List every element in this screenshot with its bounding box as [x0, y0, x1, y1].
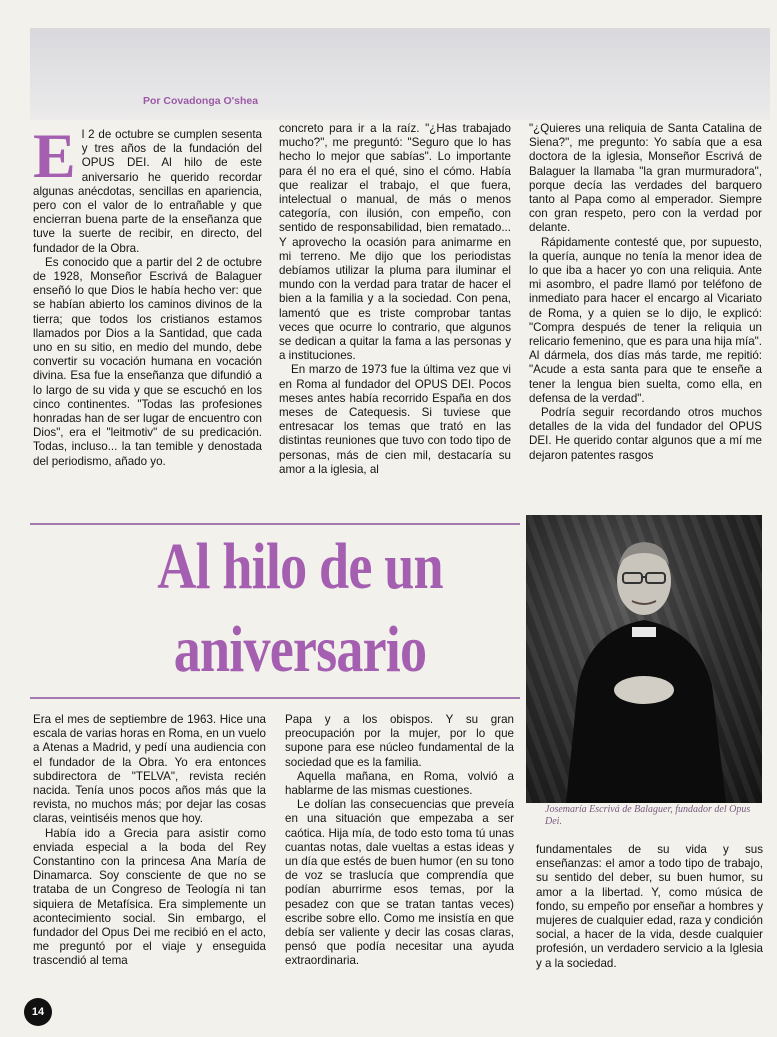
photo-caption: Josemaría Escrivá de Balaguer, fundador del Opus Dei.: [545, 804, 751, 827]
column-1-top: [33, 120, 262, 469]
paragraph: Había ido a Grecia para asistir como enviada especial a la boda del Rey Constantino con la princesa Ana María de Dinamarca. Soy consciente de que no se trataba de un Congreso de Teología ni tan siquiera de Metafísica. Era simplemente un acontecimiento social. Sin embargo, el fundador del Opus Dei me recibió en el acto, me preguntó por el viaje y enseguida trascendió al tema: [33, 826, 266, 968]
paragraph: Le dolían las consecuencias que preveía en una situación que empezaba a ser caótica. Hija mía, de todo esto toma tú unas cuantas notas, dale vueltas a estas ideas y un día que estés de buen humor (en su tono de voz se traslucía que comprendía que podían aburrirme esos temas, por la pesadez con que se tratan tantas veces) escribe sobre ello. Como me insistía en que debía ser valiente y decir las cosas claras, pensó que podía necesitar una ayuda extraordinaria.: [285, 798, 514, 968]
column-1-bottom: [33, 713, 266, 969]
column-2-top: [279, 122, 511, 477]
portrait-photo: [526, 515, 762, 803]
paragraph: En marzo de 1973 fue la última vez que vi en Roma al fundador del OPUS DEI. Pocos meses antes había recorrido España en dos meses de Catequesis. Si tuviese que entresacar los temas que trató en las distintas reuniones que tuvo con todo tipo de personas, más de cien mil, destacaría su amor a la iglesia, al: [279, 363, 511, 476]
column-3-bottom: [536, 843, 763, 971]
paragraph: l 2 de octubre se cumplen sesenta y tres años de la fundación del OPUS DEI. Al hilo de este aniversario he querido recordar algunas anécdotas, sencillas en apariencia, pero con el valor de lo entrañable y que encierran buena parte de la enseñanza que tuve la suerte de recibir, en directo, del fundador de la Obra.: [33, 128, 262, 255]
paragraph: Aquella mañana, en Roma, volvió a hablarme de las mismas cuestiones.: [285, 769, 514, 798]
headline-rule-bottom: [30, 697, 520, 699]
byline: Por Covadonga O'shea: [143, 95, 259, 107]
paragraph: Es conocido que a partir del 2 de octubre de 1928, Monseñor Escrivá de Balaguer enseñó lo que Dios le había hecho ver: que se habían abierto los caminos divinos de la tierra; que todos los cristianos estamos llamados por Dios a la Santidad, que cada uno en su sitio, en medio del mundo, debe convertir su vocación humana en vocación divina. Esa fue la enseñanza que difundió a lo largo de su vida y que se escuchó en los cinco continentes. "Todas las profesiones honradas han de ser lugar de encuentro con Dios", era el "leitmotiv" de su predicación. Todas, incluso... la tan temible y denostada del periodismo, añado yo.: [33, 255, 262, 468]
paragraph: Podría seguir recordando otros muchos detalles de la vida del fundador del OPUS DEI. He querido contar algunos que a mí me dejaron patentes rasgos: [529, 406, 762, 462]
paragraph: Era el mes de septiembre de 1963. Hice una escala de varias horas en Roma, en un vuelo a Atenas a Madrid, y pedí una audiencia con el fundador de la Obra. Yo era entonces subdirectora de "TELVA", revista recién nacida. Tenía unos pocos años más que la revista, no muchos más; por dejar las cosas claras, veintiséis menos que hoy.: [33, 713, 266, 826]
drop-cap: E: [33, 120, 76, 191]
page-number: 14: [24, 998, 52, 1026]
column-3-top: [529, 122, 762, 463]
paragraph: concreto para ir a la raíz. "¿Has trabajado mucho?", me preguntó: "Seguro que lo has hecho lo mejor que sabías". Lo importante para él no era el qué, sino el cómo. Había que realizar el trabajo, el que fuera, intelectual o manual, de más o menos categoría, con ilusión, con empeño, con sentido de responsabilidad, bien rematado... Y aprovecho la ocasión para animarme en mi terreno. Me dijo que los periodistas debíamos utilizar la pluma para iluminar el mundo con la verdad para tratar de hacer el bien a la familia y a la sociedad. Con pena, lamentó que es triste comprobar tantas veces que ocurre lo contrario, que algunos se dedican a quitar la fama a las personas y a instituciones.: [279, 122, 511, 363]
header-band: [30, 28, 770, 120]
paragraph: "¿Quieres una reliquia de Santa Catalina de Siena?", me pregunto: Yo sabía que a esa doctora de la iglesia, Monseñor Escrivá de Balaguer la llamaba "la gran murmuradora", porque decía las verdades del barquero tanto al Papa como al emperador. Siempre con gran respeto, pero con la verdad por delante.: [529, 122, 762, 235]
paragraph: Rápidamente contesté que, por supuesto, la quería, aunque no tenía la menor idea de lo que iba a hacer yo con una reliquia. Ante mi asombro, el padre llamó por teléfono de inmediato para hacer el encargo al Vicariato de Roma, y a quien se lo dijo, le explicó: "Compra después de tener la reliquia un relicario femenino, que es para una hija mía". Al dármela, dos días más tarde, me repitió: "Acude a esta santa para que te enseñe a tener la lengua bien suelta, como ella, en defensa de la verdad".: [529, 235, 762, 405]
headline-line-1: Al hilo de un: [157, 530, 443, 603]
column-2-bottom: [285, 713, 514, 969]
headline-line-2: aniversario: [173, 613, 427, 686]
paragraph: fundamentales de su vida y sus enseñanzas: el amor a todo tipo de trabajo, su sentido del deber, su buen humor, su amor a la libertad. Y, como música de fondo, su empeño por enseñar a hombres y mujeres de cualquier edad, raza y condición social, a hacer de la vida, desde cualquier profesión, un verdadero servicio a la Iglesia y a la sociedad.: [536, 843, 763, 970]
paragraph: Papa y a los obispos. Y su gran preocupación por la mujer, por lo que supone para ese núcleo fundamental de la sociedad que es la familia.: [285, 713, 514, 769]
